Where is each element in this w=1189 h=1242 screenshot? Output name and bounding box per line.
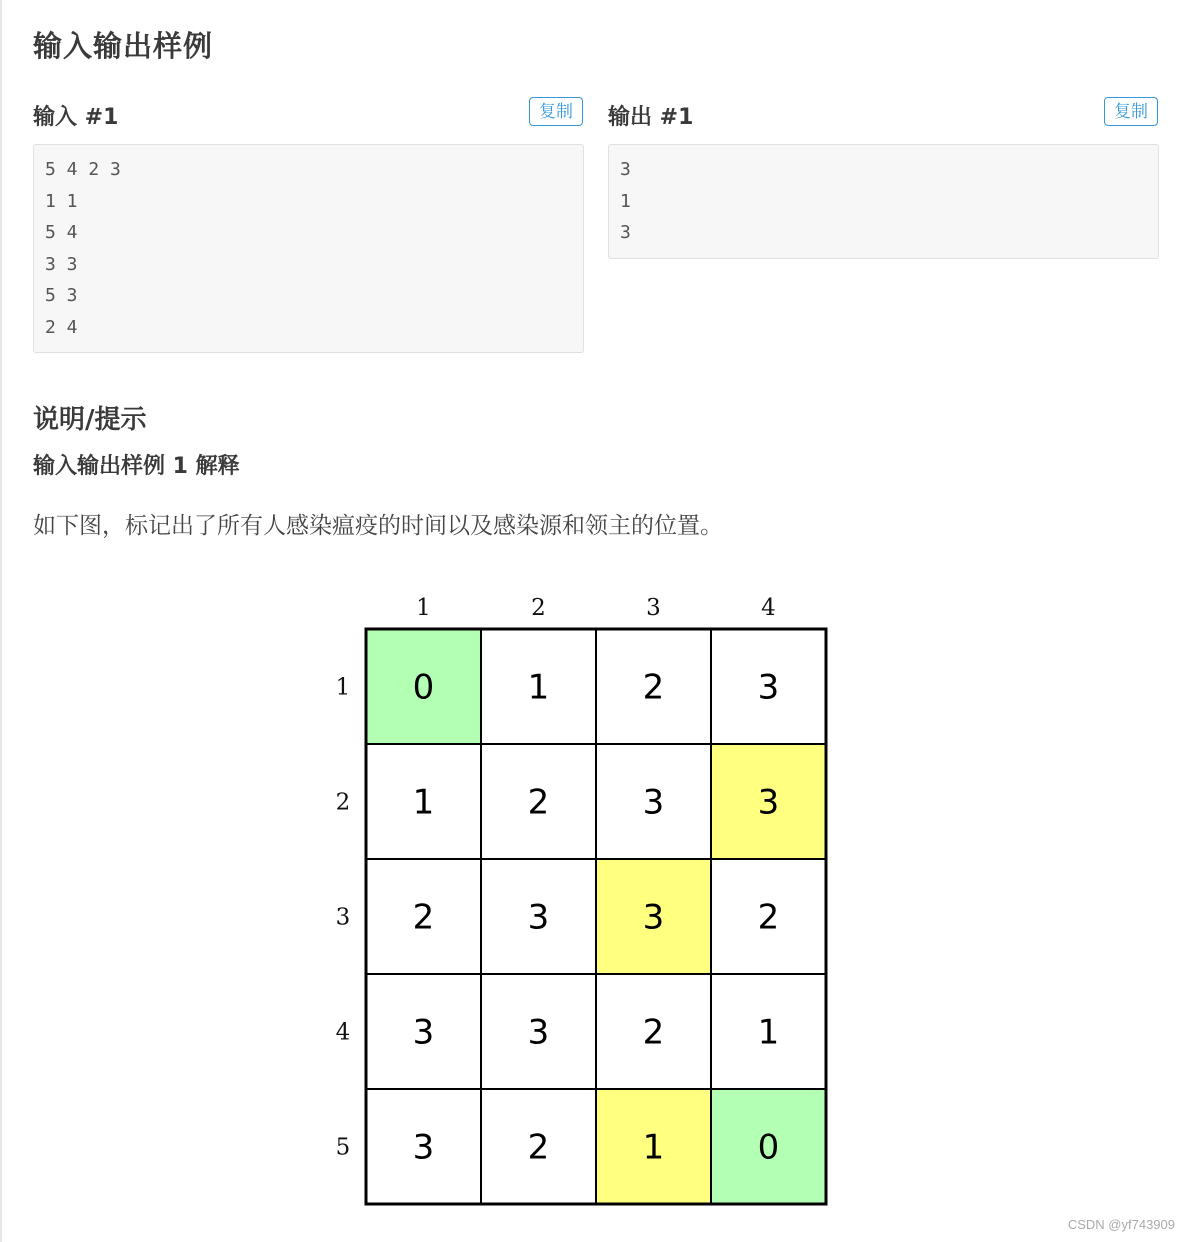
column-label: 1 <box>416 595 431 621</box>
cell-value: 2 <box>757 897 780 938</box>
row-label: 1 <box>335 674 351 701</box>
row-label: 5 <box>335 1134 351 1161</box>
cell-value: 2 <box>527 782 550 823</box>
cell-value: 3 <box>642 897 665 938</box>
copy-input-button[interactable]: 复制 <box>529 97 583 126</box>
code-line: 5 3 <box>45 285 78 306</box>
cell-value: 3 <box>642 782 665 823</box>
page-title: 输入输出样例 <box>33 29 214 63</box>
row-label: 4 <box>335 1019 351 1046</box>
cell-value: 1 <box>757 1012 780 1053</box>
cell-value: 0 <box>412 667 435 708</box>
row-label: 3 <box>335 904 351 931</box>
column-label: 4 <box>761 595 776 621</box>
cell-value: 2 <box>412 897 435 938</box>
cell-value: 3 <box>757 667 780 708</box>
input-sample-title: 输入 #1 <box>33 105 119 130</box>
code-line: 3 <box>620 222 631 243</box>
hint-heading: 说明/提示 <box>33 405 147 435</box>
cell-value: 3 <box>412 1127 435 1168</box>
cell-value: 3 <box>757 782 780 823</box>
cell-value: 3 <box>527 1012 550 1053</box>
code-line: 1 1 <box>45 190 78 212</box>
cell-value: 2 <box>642 1012 665 1053</box>
cell-value: 1 <box>412 782 435 823</box>
cell-value: 3 <box>527 897 550 938</box>
hint-paragraph: 如下图，标记出了所有人感染瘟疫的时间以及感染源和领主的位置。 <box>33 513 723 539</box>
watermark: CSDN @yf743909 <box>1067 1217 1175 1232</box>
cell-value: 2 <box>642 667 665 708</box>
code-line: 2 4 <box>45 316 78 338</box>
hint-subheading: 输入输出样例 1 解释 <box>33 454 240 479</box>
code-line: 3 3 <box>45 253 78 275</box>
copy-output-button[interactable]: 复制 <box>1104 97 1158 126</box>
code-line: 5 4 2 3 <box>45 159 121 180</box>
column-label: 2 <box>531 595 546 621</box>
cell-value: 2 <box>527 1127 550 1168</box>
cell-value: 1 <box>642 1127 665 1168</box>
cell-value: 1 <box>527 667 550 708</box>
column-label: 3 <box>646 595 661 621</box>
cell-value: 3 <box>412 1012 435 1053</box>
cell-value: 0 <box>757 1127 780 1168</box>
code-line: 5 4 <box>45 222 78 243</box>
code-line: 1 <box>620 190 631 212</box>
output-sample-title: 输出 #1 <box>608 105 694 130</box>
code-line: 3 <box>620 159 631 180</box>
row-label: 2 <box>335 789 351 816</box>
